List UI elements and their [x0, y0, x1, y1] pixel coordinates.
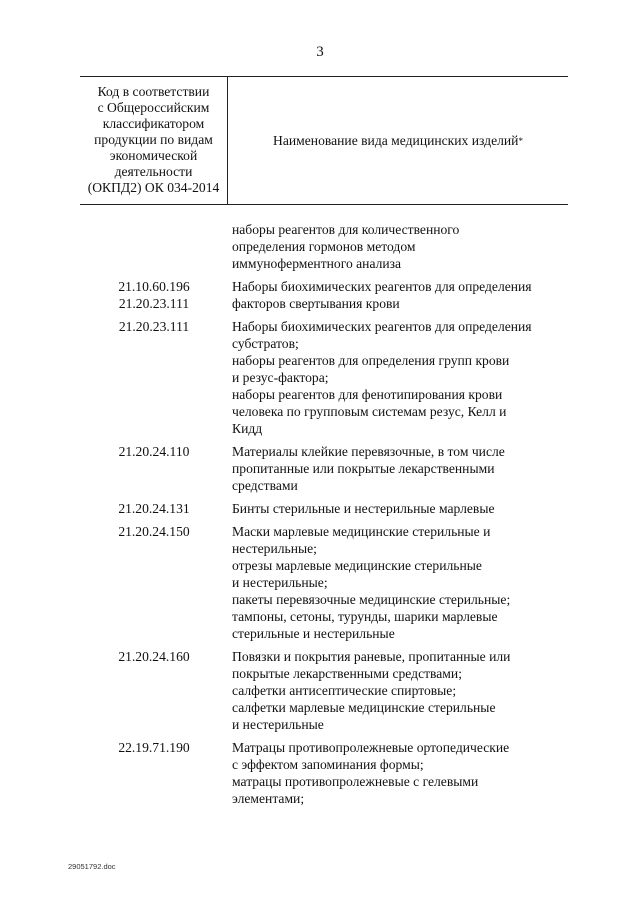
- table-row: [80, 443, 580, 494]
- device-name-line: матрацы противопролежневые с гелевыми: [232, 774, 479, 789]
- header-code-line: с Общероссийским: [97, 100, 210, 115]
- row-code-cell: [80, 278, 228, 312]
- header-code-line: классификатором: [102, 116, 205, 131]
- device-name-line: и резус-фактора;: [232, 370, 329, 385]
- device-name-line: человека по групповым системам резус, Келл и: [232, 404, 507, 419]
- device-name-line: средствами: [232, 478, 298, 493]
- okpd2-code: 21.20.23.111: [118, 296, 190, 311]
- okpd2-code: 21.20.24.160: [118, 649, 190, 664]
- header-code-column: [80, 77, 228, 204]
- device-name-line: Материалы клейкие перевязочные, в том числе: [232, 444, 505, 459]
- table-row: [80, 523, 580, 642]
- row-name-cell: [228, 648, 580, 733]
- okpd2-code: 21.20.24.150: [118, 524, 190, 539]
- device-name-line: салфетки антисептические спиртовые;: [232, 683, 457, 698]
- device-name-line: пропитанные или покрытые лекарственными: [232, 461, 495, 476]
- row-name-cell: [228, 221, 580, 272]
- device-name-line: Маски марлевые медицинские стерильные и: [232, 524, 491, 539]
- device-name-line: нестерильные;: [232, 541, 317, 556]
- device-name-line: Кидд: [232, 421, 263, 436]
- table-header: [80, 76, 568, 205]
- device-name-line: Матрацы противопролежневые ортопедические: [232, 740, 510, 755]
- table-row: [80, 221, 580, 272]
- okpd2-code: 21.20.24.131: [118, 501, 190, 516]
- device-name-line: с эффектом запоминания формы;: [232, 757, 424, 772]
- device-name-line: Наборы биохимических реагентов для определения: [232, 319, 532, 334]
- okpd2-code: 21.20.23.111: [118, 319, 190, 334]
- device-name-line: и нестерильные: [232, 717, 324, 732]
- header-code-line: (ОКПД2) ОК 034-2014: [87, 180, 220, 195]
- row-name-cell: [228, 278, 580, 312]
- device-name-line: иммуноферментного анализа: [232, 256, 402, 271]
- table-row: [80, 500, 580, 517]
- device-name-line: наборы реагентов для количественного: [232, 222, 460, 237]
- header-code-line: экономической: [109, 148, 198, 163]
- device-name-line: и нестерильные;: [232, 575, 328, 590]
- device-name-line: субстратов;: [232, 336, 299, 351]
- device-name-line: элементами;: [232, 791, 305, 806]
- header-code-line: деятельности: [114, 164, 193, 179]
- okpd2-code: 21.10.60.196: [118, 279, 190, 294]
- row-code-cell: [80, 523, 228, 642]
- row-code-cell: [80, 318, 228, 437]
- row-code-cell: [80, 221, 228, 272]
- row-code-cell: [80, 443, 228, 494]
- device-name-line: факторов свертывания крови: [232, 296, 400, 311]
- table-row: [80, 318, 580, 437]
- row-name-cell: [228, 523, 580, 642]
- row-name-cell: [228, 318, 580, 437]
- device-name-line: пакеты перевязочные медицинские стерильные;: [232, 592, 511, 607]
- header-code-line: Код в соответствии: [97, 84, 210, 99]
- table-row: [80, 648, 580, 733]
- device-name-line: покрытые лекарственными средствами;: [232, 666, 462, 681]
- table-row: [80, 278, 580, 312]
- footer-file-name: 29051792.doc: [68, 862, 116, 871]
- row-code-cell: [80, 739, 228, 807]
- device-name-line: Наборы биохимических реагентов для определения: [232, 279, 532, 294]
- device-name-line: Повязки и покрытия раневые, пропитанные или: [232, 649, 511, 664]
- header-name-text: Наименование вида медицинских изделий: [273, 132, 519, 148]
- header-code-line: продукции по видам: [94, 132, 213, 147]
- table-row: [80, 739, 580, 807]
- footnote-mark: *: [518, 135, 523, 146]
- device-name-line: наборы реагентов для фенотипирования крови: [232, 387, 503, 402]
- row-name-cell: [228, 500, 580, 517]
- row-code-cell: [80, 500, 228, 517]
- row-code-cell: [80, 648, 228, 733]
- okpd2-code: 22.19.71.190: [118, 740, 190, 755]
- table-body: [80, 221, 580, 813]
- device-name-line: отрезы марлевые медицинские стерильные: [232, 558, 482, 573]
- page-number: 3: [316, 44, 324, 60]
- row-name-cell: [228, 739, 580, 807]
- device-name-line: наборы реагентов для определения групп крови: [232, 353, 510, 368]
- device-name-line: определения гормонов методом: [232, 239, 416, 254]
- row-name-cell: [228, 443, 580, 494]
- device-name-line: Бинты стерильные и нестерильные марлевые: [232, 501, 495, 516]
- device-name-line: тампоны, сетоны, турунды, шарики марлевые: [232, 609, 498, 624]
- okpd2-code: 21.20.24.110: [118, 444, 190, 459]
- device-name-line: стерильные и нестерильные: [232, 626, 395, 641]
- device-name-line: салфетки марлевые медицинские стерильные: [232, 700, 496, 715]
- header-name-column: [228, 77, 568, 204]
